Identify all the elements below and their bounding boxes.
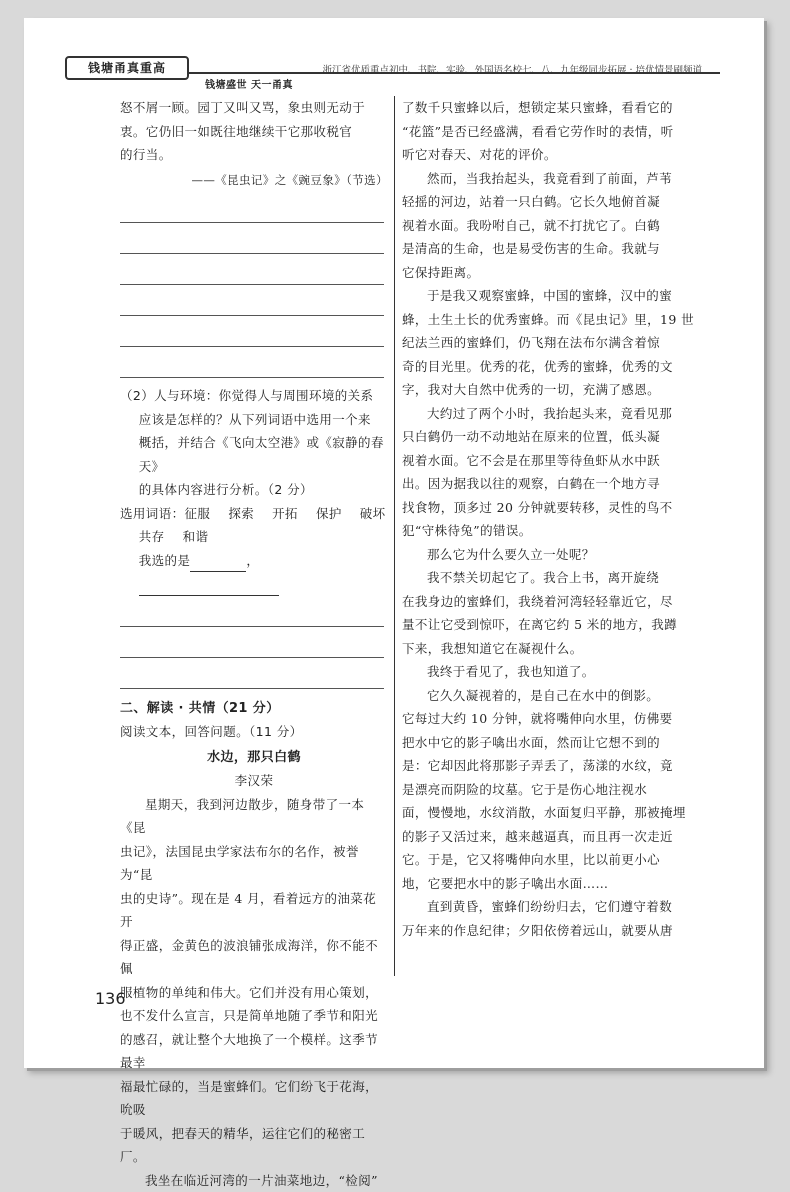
word-option: 征服 — [185, 506, 211, 521]
left-column — [120, 96, 388, 1192]
text-line: “花篮”是否已经盛满，看看它劳作时的表情，听 — [402, 120, 694, 144]
article-paragraph — [120, 793, 388, 1169]
text-line: 奇的目光里。优秀的花，优秀的蜜蜂，优秀的文 — [402, 355, 694, 379]
sub-brand: 钱塘盛世 天一甬真 — [205, 76, 293, 91]
text-line: 是：它却因此将那影子弄丢了，荡漾的水纹，竟 — [402, 754, 694, 778]
question-2-line: 应该是怎样的？从下列词语中选用一个来 — [120, 408, 388, 432]
text-line: 它保持距离。 — [402, 261, 694, 285]
text-line: 那么它为什么要久立一处呢？ — [402, 543, 694, 567]
text-line: 只白鹤仍一动不动地站在原来的位置，低头凝 — [402, 425, 694, 449]
question-2-line: （2）人与环境：你觉得人与周围环境的关系 — [120, 384, 388, 408]
section-instruction: 阅读文本，回答问题。（11 分） — [120, 720, 388, 744]
answer-line[interactable] — [120, 627, 384, 658]
words-label: 选用词语： — [120, 506, 185, 521]
word-option: 共存 — [139, 529, 165, 544]
text-line: 在我身边的蜜蜂们，我绕着河湾轻轻靠近它，尽 — [402, 590, 694, 614]
article-title: 水边，那只白鹤 — [120, 746, 388, 770]
text-line: 蜂，土生土长的优秀蜜蜂。而《昆虫记》里，19 世 — [402, 308, 694, 332]
choose-label: 我选的是 — [139, 553, 191, 568]
text-line: 虫的史诗”。现在是 4 月，看着远方的油菜花开 — [120, 887, 388, 934]
reason-blank[interactable] — [139, 595, 279, 596]
text-line: 面，慢慢地，水纹消散，水面复归平静，那被掩埋 — [402, 801, 694, 825]
text-line: 是漂亮而阴险的坟墓。它于是伤心地注视水 — [402, 778, 694, 802]
text-line: 星期天，我到河边散步，随身带了一本《昆 — [120, 793, 388, 840]
word-choices — [120, 502, 388, 526]
text-line: 地，它要把水中的影子噙出水面…… — [402, 872, 694, 896]
brand-logo: 钱塘甬真重高 — [65, 56, 189, 80]
answer-line[interactable] — [120, 254, 384, 285]
answer-lines — [120, 192, 388, 378]
word-option: 破坏 — [360, 506, 386, 521]
word-choices-cont — [120, 525, 388, 549]
word-option: 开拓 — [272, 506, 298, 521]
header-series-title: 浙江省优质重点初中、书院、实验、外国语名校七、八、九年级同步拓展 · 培优情景刷频道 — [322, 62, 702, 76]
text-line: 虫记》，法国昆虫学家法布尔的名作，被誉为“昆 — [120, 840, 388, 887]
text-line: 听它对春天、对花的评价。 — [402, 143, 694, 167]
text-line: 也不发什么宣言，只是简单地随了季节和阳光 — [120, 1004, 388, 1028]
word-option: 探索 — [228, 506, 254, 521]
article-author: 李汉荣 — [120, 769, 388, 793]
text-line: 大约过了两个小时，我抬起头来，竟看见那 — [402, 402, 694, 426]
text-line: 把水中它的影子噙出水面，然而让它想不到的 — [402, 731, 694, 755]
question-2-line: 概括，并结合《飞向太空港》或《寂静的春天》 — [120, 431, 388, 478]
text-line: 然而，当我抬起头，我竟看到了前面，芦苇 — [402, 167, 694, 191]
text-line: 我终于看见了，我也知道了。 — [402, 660, 694, 684]
text-line: 的感召，就让整个大地换了一个模样。这季节最幸 — [120, 1028, 388, 1075]
text-line: 字，我对大自然中优秀的一切，充满了感恩。 — [402, 378, 694, 402]
answer-line[interactable] — [120, 223, 384, 254]
word-option: 和谐 — [183, 529, 209, 544]
answer-line[interactable] — [120, 596, 384, 627]
text-line: 衷。它仍旧一如既往地继续干它那收税官 — [120, 120, 388, 144]
text-line: 福最忙碌的，当是蜜蜂们。它们纷飞于花海，吮吸 — [120, 1075, 388, 1122]
answer-line[interactable] — [120, 316, 384, 347]
text-line: 了数千只蜜蜂以后，想锁定某只蜜蜂，看看它的 — [402, 96, 694, 120]
column-divider — [394, 96, 395, 976]
text-line: 它每过大约 10 分钟，就将嘴伸向水里，仿佛要 — [402, 707, 694, 731]
text-line: 于是我又观察蜜蜂，中国的蜜蜂，汉中的蜜 — [402, 284, 694, 308]
text-line: 量不让它受到惊吓，在离它约 5 米的地方，我蹲 — [402, 613, 694, 637]
text-line: 它。于是，它又将嘴伸向水里，比以前更小心 — [402, 848, 694, 872]
text-line: 我不禁关切起它了。我合上书，离开旋绕 — [402, 566, 694, 590]
text-line: 万年来的作息纪律；夕阳依傍着远山，就要从唐 — [402, 919, 694, 943]
text-line: 的行当。 — [120, 143, 388, 167]
answer-line[interactable] — [120, 192, 384, 223]
choose-blank[interactable] — [190, 571, 246, 572]
text-line: 下来，我想知道它在凝视什么。 — [402, 637, 694, 661]
text-line: 出。因为据我以往的观察，白鹤在一个地方寻 — [402, 472, 694, 496]
text-line: 犯“守株待兔”的错误。 — [402, 519, 694, 543]
text-line: 的影子又活过来，越来越逼真，而且再一次走近 — [402, 825, 694, 849]
text-line: 纪法兰西的蜜蜂们，仍飞翔在法布尔满含着惊 — [402, 331, 694, 355]
text-line: 于暖风，把春天的精华，运往它们的秘密工厂。 — [120, 1122, 388, 1169]
answer-line[interactable] — [120, 658, 384, 689]
text-line: 是清高的生命，也是易受伤害的生命。我就与 — [402, 237, 694, 261]
text-line: 视着水面。它不会是在那里等待鱼虾从水中跃 — [402, 449, 694, 473]
right-column — [402, 96, 694, 942]
text-line: 得正盛，金黄色的波浪铺张成海洋，你不能不佩 — [120, 934, 388, 981]
word-option: 保护 — [316, 506, 342, 521]
section-title: 二、解读 · 共情（21 分） — [120, 697, 388, 721]
text-line: 怒不屑一顾。园丁又叫又骂，象虫则无动于 — [120, 96, 388, 120]
choose-comma: ， — [246, 553, 259, 568]
choose-row — [120, 549, 388, 596]
text-line: 我坐在临近河湾的一片油菜地边，“检阅” — [120, 1169, 388, 1192]
text-line: 它久久凝视着的，是自己在水中的倒影。 — [402, 684, 694, 708]
text-line: 找食物，顶多过 20 分钟就要转移，灵性的鸟不 — [402, 496, 694, 520]
answer-line[interactable] — [120, 285, 384, 316]
excerpt-source: ——《昆虫记》之《豌豆象》（节选） — [120, 169, 388, 193]
text-line: 视着水面。我吩咐自己，就不打扰它了。白鹤 — [402, 214, 694, 238]
text-line: 服植物的单纯和伟大。它们并没有用心策划， — [120, 981, 388, 1005]
text-line: 直到黄昏，蜜蜂们纷纷归去，它们遵守着数 — [402, 895, 694, 919]
question-2-line: 的具体内容进行分析。（2 分） — [120, 478, 388, 502]
page-number: 136 — [95, 989, 126, 1008]
answer-lines — [120, 596, 388, 689]
answer-line[interactable] — [120, 347, 384, 378]
text-line: 轻摇的河边，站着一只白鹤。它长久地俯首凝 — [402, 190, 694, 214]
